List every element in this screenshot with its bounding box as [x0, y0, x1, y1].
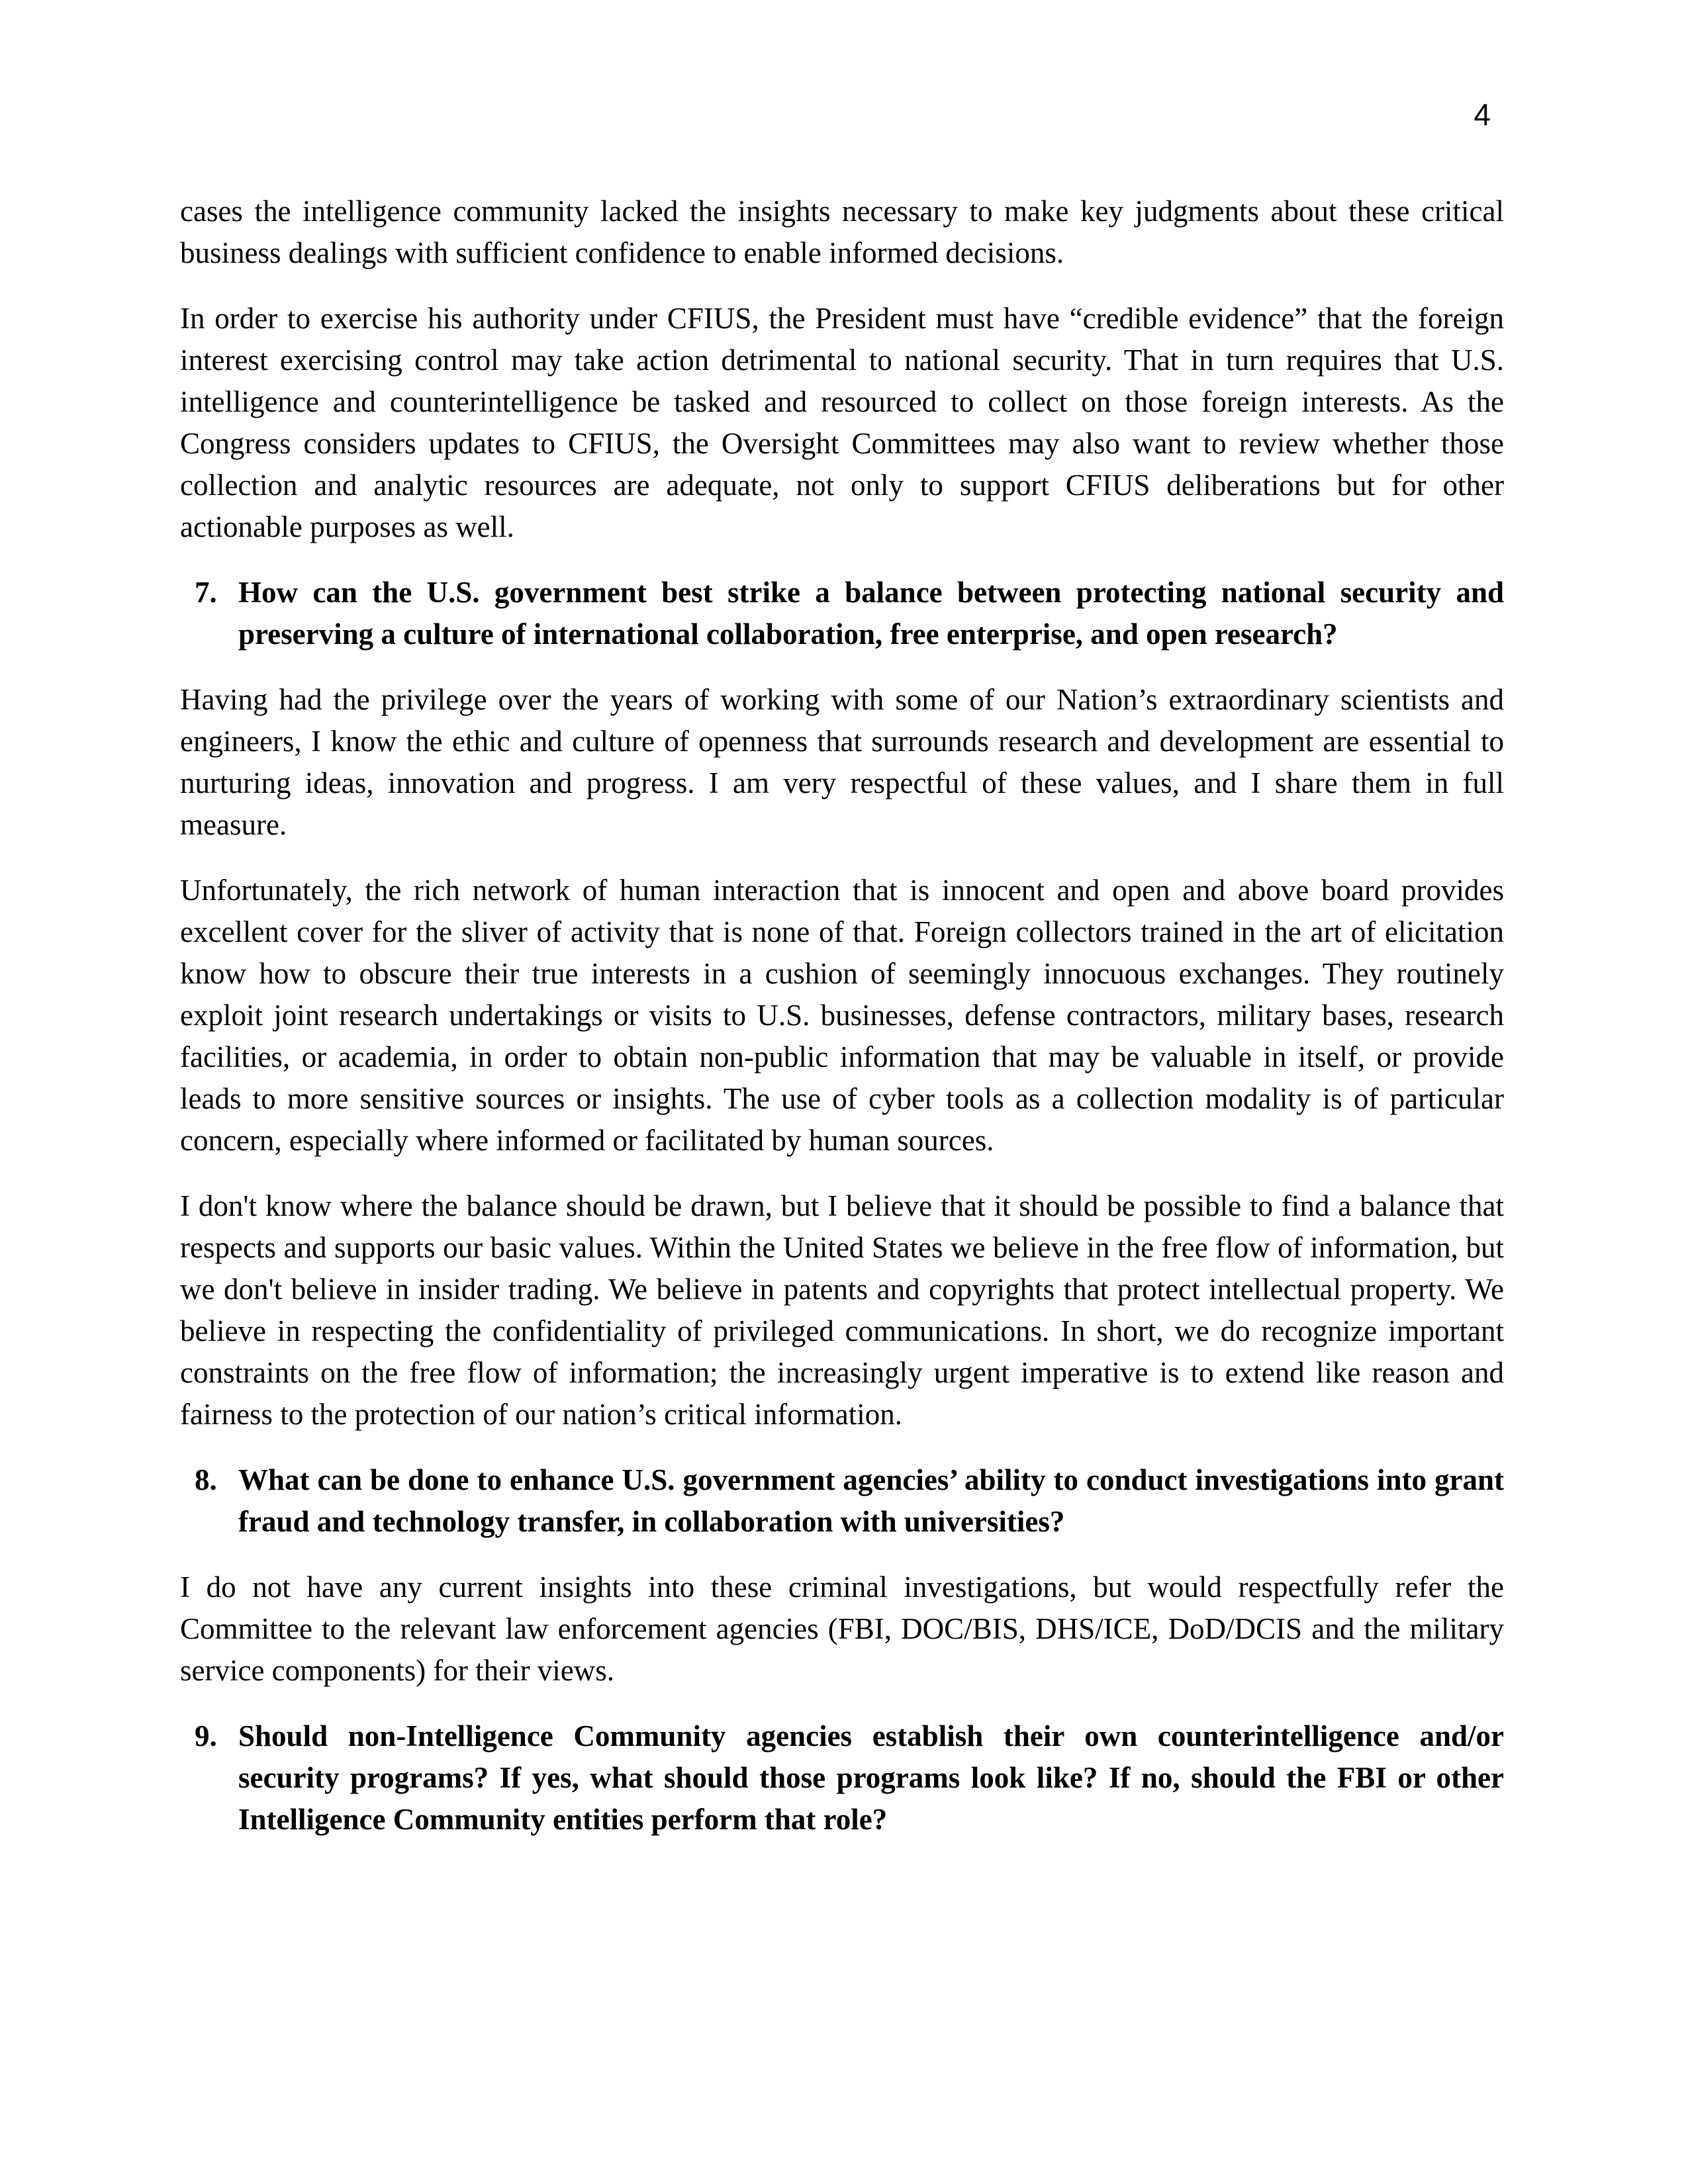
- question-item: [180, 1715, 1504, 1841]
- question-number: 9.: [195, 1719, 217, 1752]
- paragraph: cases the intelligence community lacked the insights necessary to make key judgments about these critical business dealings with sufficient confidence to enable informed decisions.: [180, 195, 1504, 269]
- page-number: 4: [1474, 97, 1491, 132]
- question-number: 7.: [195, 576, 217, 609]
- paragraph: I don't know where the balance should be drawn, but I believe that it should be possible to find a balance that respects and supports our basic values. Within the United States we believe in the free flow of information, but we don't believe in insider trading. We believe in patents and copyrights that protect intellectual property. We believe in respecting the confidentiality of privileged communications. In short, we do recognize important constraints on the free flow of information; the increasingly urgent imperative is to extend like reason and fairness to the protection of our nation’s critical information.: [180, 1189, 1504, 1431]
- paragraph: I do not have any current insights into these criminal investigations, but would respectfully refer the Committee to the relevant law enforcement agencies (FBI, DOC/BIS, DHS/ICE, DoD/DCIS and the military service components) for their views.: [180, 1570, 1504, 1687]
- question-item: [180, 1459, 1504, 1543]
- paragraph: Unfortunately, the rich network of human interaction that is innocent and open and above board provides excellent cover for the sliver of activity that is none of that. Foreign collectors trained in the art of elicitation know how to obscure their true interests in a cushion of seemingly innocuous exchanges. They routinely exploit joint research undertakings or visits to U.S. businesses, defense contractors, military bases, research facilities, or academia, in order to obtain non-public information that may be valuable in itself, or provide leads to more sensitive sources or insights. The use of cyber tools as a collection modality is of particular concern, especially where informed or facilitated by human sources.: [180, 874, 1504, 1157]
- question-number: 8.: [195, 1463, 217, 1496]
- paragraph: In order to exercise his authority under CFIUS, the President must have “credible evidence” that the foreign interest exercising control may take action detrimental to national security. That in turn requires that U.S. intelligence and counterintelligence be tasked and resourced to collect on those foreign interests. As the Congress considers updates to CFIUS, the Oversight Committees may also want to review whether those collection and analytic resources are adequate, not only to support CFIUS deliberations but for other actionable purposes as well.: [180, 302, 1504, 543]
- paragraph: Having had the privilege over the years of working with some of our Nation’s extraordinary scientists and engineers, I know the ethic and culture of openness that surrounds research and development are essential to nurturing ideas, innovation and progress. I am very respectful of these values, and I share them in full measure.: [180, 683, 1504, 841]
- question-text: How can the U.S. government best strike a balance between protecting national security and preserving a culture of international collaboration, free enterprise, and open research?: [238, 576, 1504, 651]
- question-text: Should non-Intelligence Community agencies establish their own counterintelligence and/or security programs? If yes, what should those programs look like? If no, should the FBI or other Intelligence Community entities perform that role?: [238, 1719, 1504, 1836]
- question-item: [180, 572, 1504, 655]
- question-text: What can be done to enhance U.S. government agencies’ ability to conduct investigations into grant fraud and technology transfer, in collaboration with universities?: [238, 1463, 1504, 1538]
- document-body: [180, 191, 1504, 1841]
